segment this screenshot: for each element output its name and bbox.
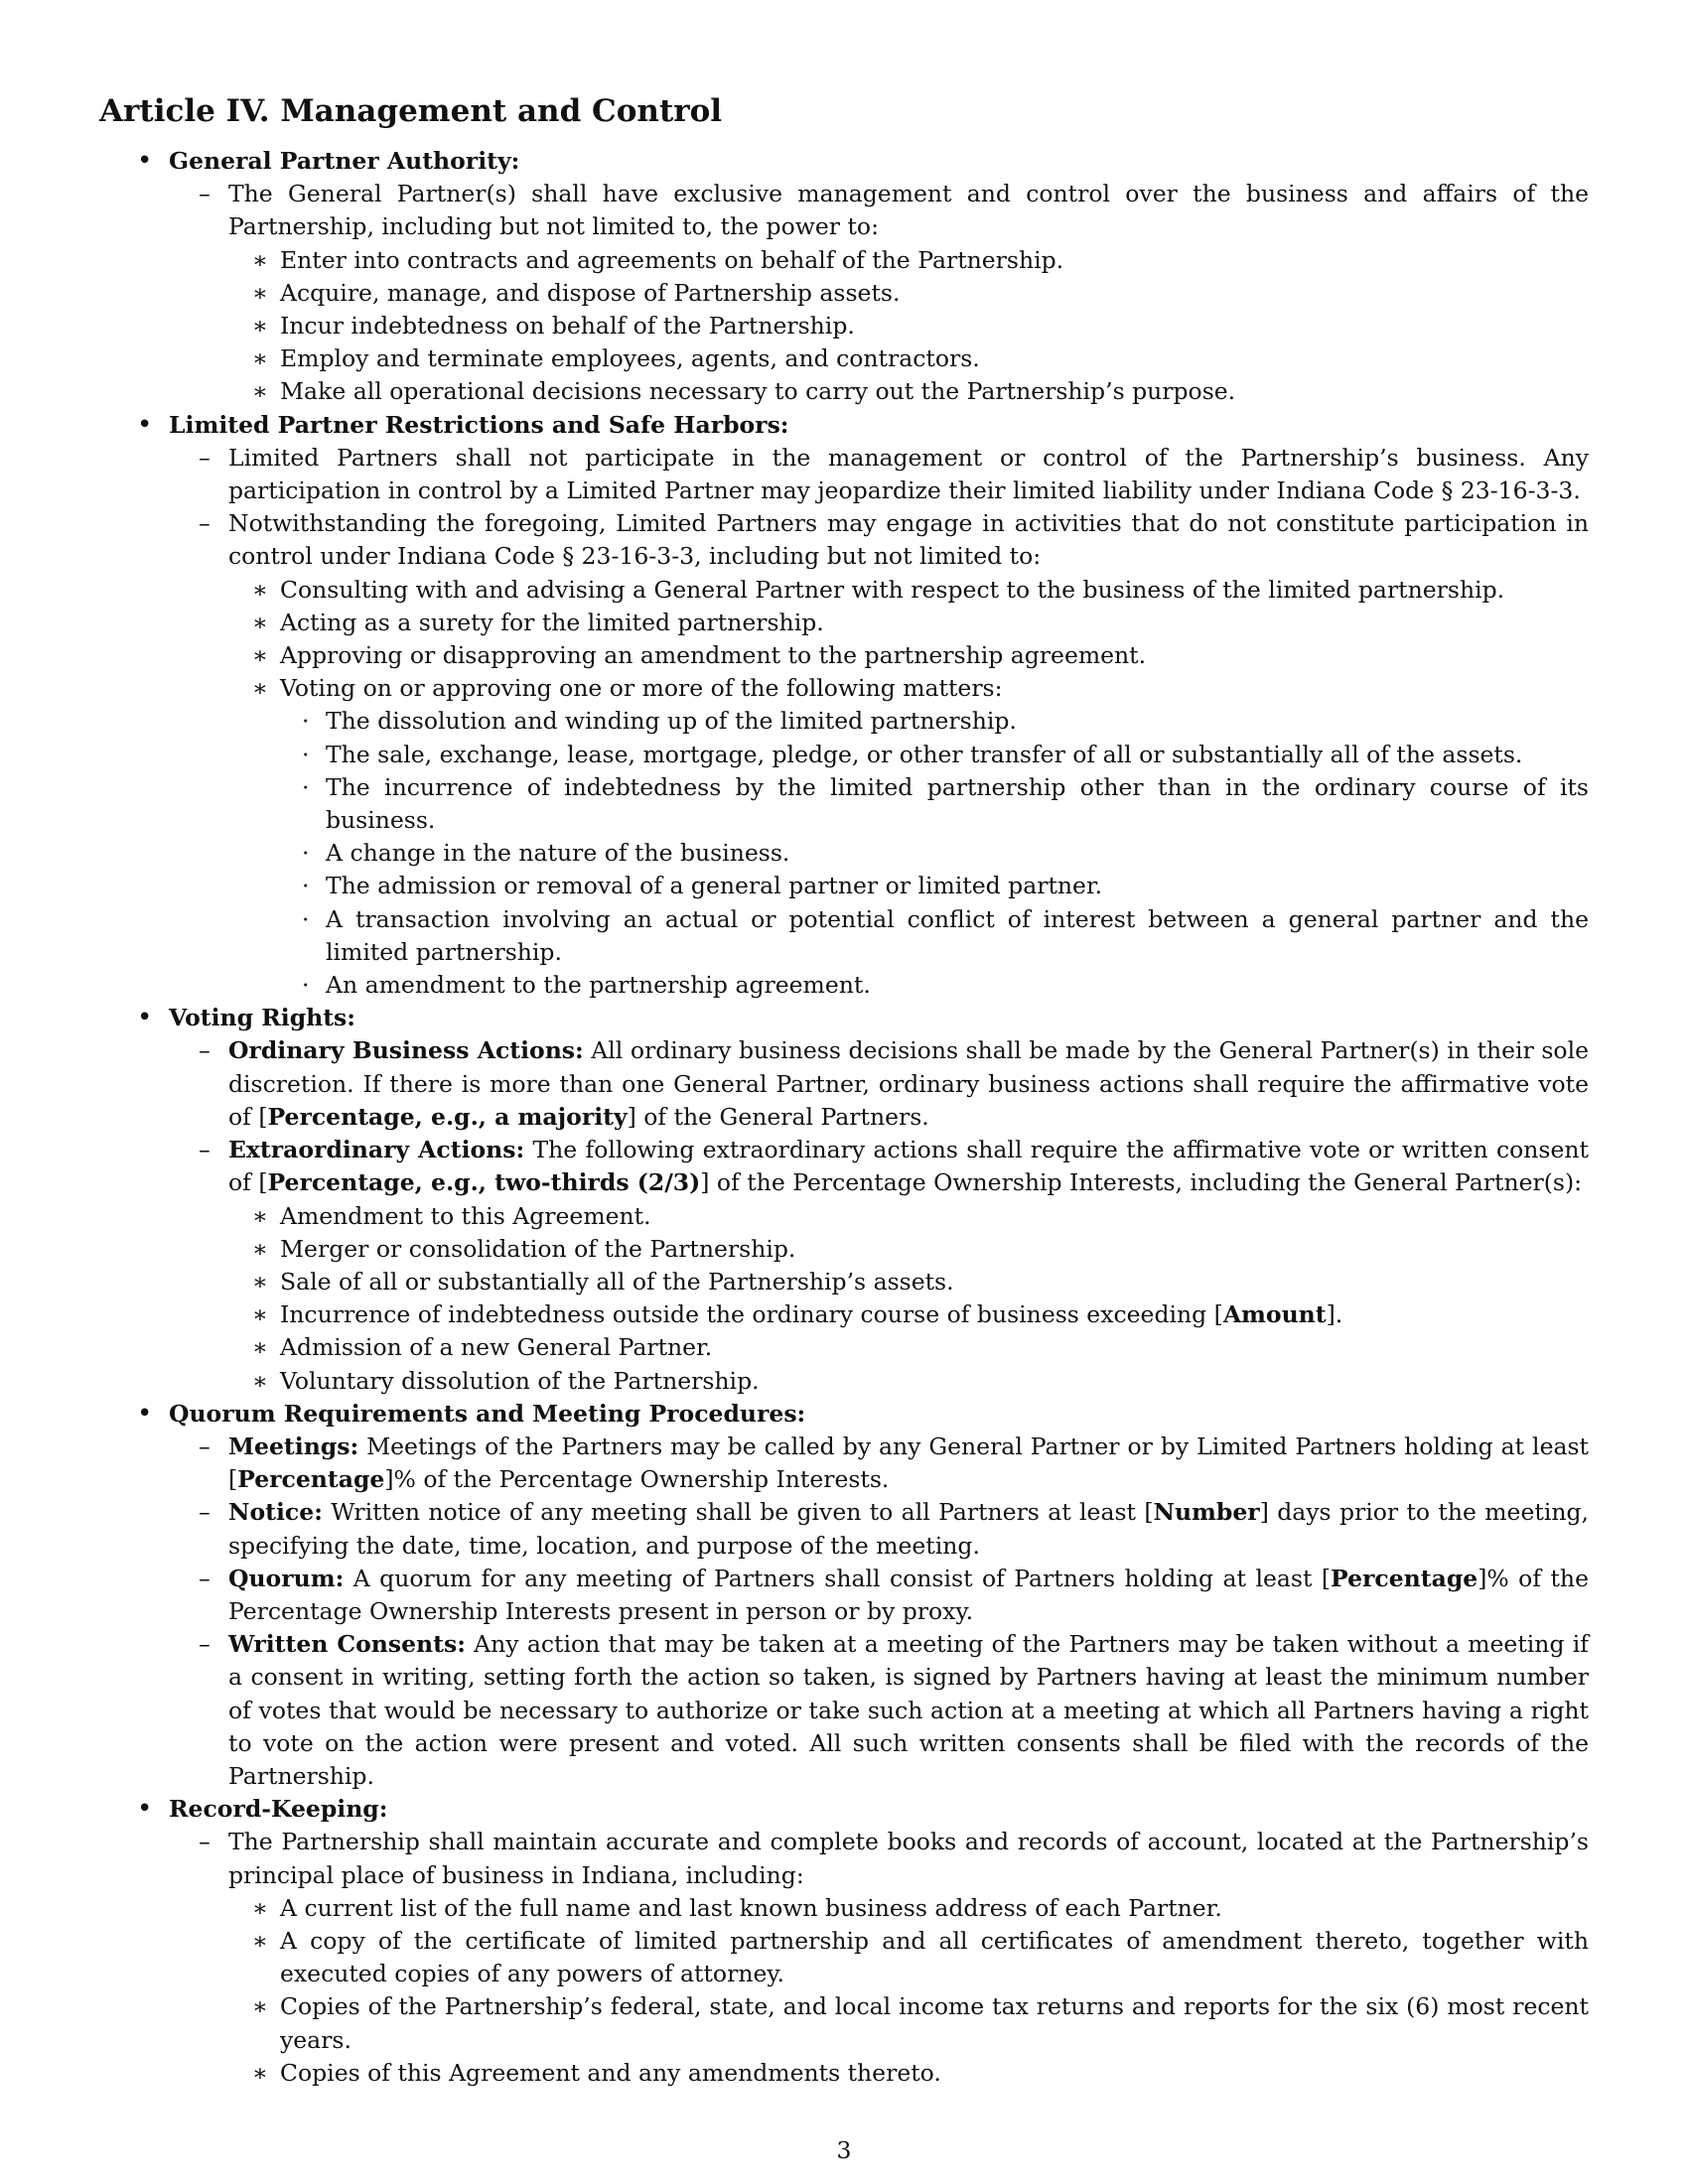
- list-item: – Limited Partners shall not participate in the management or control of the Partnership’s business. Any participation in control by a Limited Partner may jeopardize their limited liability under Indiana Code § 23-16-3-3.: [199, 443, 1589, 505]
- list-item: ∗ Enter into contracts and agreements on behalf of the Partnership.: [280, 244, 1589, 277]
- list-item: ∗ Acquire, manage, and dispose of Partnership assets.: [280, 277, 1589, 310]
- dot-icon: ·: [302, 904, 310, 933]
- list-item: · The sale, exchange, lease, mortgage, pledge, or other transfer of all or substantially all of the assets.: [326, 739, 1589, 771]
- list-item: – Meetings: Meetings of the Partners may be called by any General Partner or by Limited Partners holding at least [Percentage]% of the Percentage Ownership Interests.: [199, 1432, 1589, 1494]
- section-title: Record-Keeping:: [169, 1795, 388, 1824]
- list-item: · The dissolution and winding up of the limited partnership.: [326, 705, 1589, 738]
- list-item: – Notice: Written notice of any meeting shall be given to all Partners at least [Number] days prior to the meeting, specifying the date, time, location, and purpose of the meeting.: [199, 1498, 1589, 1560]
- dash-icon: –: [199, 180, 211, 208]
- list-item: ∗ Sale of all or substantially all of the Partnership’s assets.: [280, 1266, 1589, 1298]
- asterisk-icon: ∗: [252, 1267, 268, 1296]
- list-item: ∗ Admission of a new General Partner.: [280, 1331, 1589, 1364]
- list-item: · The incurrence of indebtedness by the limited partnership other than in the ordinary course of its business.: [302, 772, 1589, 835]
- section-quorum-requirements: [137, 1398, 1589, 1431]
- list-item: ∗ A copy of the certificate of limited partnership and all certificates of amendment thereto, together with executed copies of any powers of attorney.: [252, 1926, 1589, 1988]
- list-item: ∗ Voting on or approving one or more of the following matters:: [280, 672, 1589, 705]
- list-item: – The General Partner(s) shall have exclusive management and control over the business and affairs of the Partnership, including but not limited to, the power to:: [199, 180, 1589, 241]
- section-record-keeping: [137, 1793, 1589, 1826]
- asterisk-icon: ∗: [252, 641, 268, 670]
- list-item: ∗ Incur indebtedness on behalf of the Partnership.: [280, 310, 1589, 342]
- bullet-icon: •: [137, 146, 153, 176]
- asterisk-icon: ∗: [252, 1992, 268, 2021]
- asterisk-icon: ∗: [252, 1926, 268, 1955]
- list-item: ∗ A current list of the full name and last known business address of each Partner.: [280, 1892, 1589, 1925]
- list-item: · A change in the nature of the business.: [326, 837, 1589, 870]
- document-page: [99, 91, 1589, 2090]
- section-title: Limited Partner Restrictions and Safe Harbors:: [169, 410, 789, 439]
- asterisk-icon: ∗: [252, 1234, 268, 1263]
- asterisk-icon: ∗: [252, 278, 268, 307]
- asterisk-icon: ∗: [252, 2058, 268, 2087]
- list-item: – Quorum: A quorum for any meeting of Partners shall consist of Partners holding at least [Percentage]% of the Percentage Ownership Interests present in person or by proxy.: [199, 1564, 1589, 1625]
- asterisk-icon: ∗: [252, 575, 268, 604]
- asterisk-icon: ∗: [252, 312, 268, 341]
- asterisk-icon: ∗: [252, 344, 268, 373]
- list-item: ∗ Consulting with and advising a General Partner with respect to the business of the limited partnership.: [280, 574, 1589, 607]
- list-item: · The admission or removal of a general partner or limited partner.: [326, 870, 1589, 902]
- list-item: ∗ Acting as a surety for the limited partnership.: [280, 607, 1589, 639]
- asterisk-icon: ∗: [252, 377, 268, 406]
- dot-icon: ·: [302, 740, 310, 768]
- bullet-icon: •: [137, 409, 153, 440]
- list-item: – The Partnership shall maintain accurate and complete books and records of account, located at the Partnership’s principal place of business in Indiana, including:: [199, 1828, 1589, 1889]
- dash-icon: –: [199, 443, 211, 472]
- list-item: ∗ Approving or disapproving an amendment to the partnership agreement.: [280, 639, 1589, 672]
- list-item: ∗ Employ and terminate employees, agents, and contractors.: [280, 342, 1589, 375]
- list-item: ∗ Copies of this Agreement and any amendments thereto.: [280, 2057, 1589, 2090]
- list-item: ∗ Voluntary dissolution of the Partnership.: [280, 1365, 1589, 1398]
- list-item: ∗ Amendment to this Agreement.: [280, 1200, 1589, 1233]
- dash-icon: –: [199, 1432, 211, 1460]
- section-general-partner-authority: [137, 145, 1589, 178]
- bullet-icon: •: [137, 1794, 153, 1825]
- asterisk-icon: ∗: [252, 1333, 268, 1362]
- section-title: Quorum Requirements and Meeting Procedures:: [169, 1399, 806, 1428]
- list-item: · A transaction involving an actual or potential conflict of interest between a general partner and the limited partnership.: [302, 904, 1589, 966]
- list-item: – Written Consents: Any action that may be taken at a meeting of the Partners may be taken without a meeting if a consent in writing, setting forth the action so taken, is signed by Partners having at least the minimum number of votes that would be necessary to authorize or take such action at a meeting at which all Partners having a right to vote on the action were present and voted. All such written consents shall be filed with the records of the Partnership.: [199, 1630, 1589, 1790]
- dash-icon: –: [199, 1630, 211, 1659]
- dot-icon: ·: [302, 872, 310, 900]
- list-item: ∗ Merger or consolidation of the Partnership.: [280, 1233, 1589, 1266]
- section-limited-partner-restrictions: [137, 409, 1589, 442]
- asterisk-icon: ∗: [252, 608, 268, 636]
- dot-icon: ·: [302, 772, 310, 801]
- list-item: – Extraordinary Actions: The following extraordinary actions shall require the affirmative vote or written consent of [Percentage, e.g., two-thirds (2/3)] of the Percentage Ownership Interests, including the General Partner(s):: [199, 1136, 1589, 1197]
- dot-icon: ·: [302, 707, 310, 736]
- list-item: ∗ Incurrence of indebtedness outside the ordinary course of business exceeding [Amount].: [280, 1298, 1589, 1331]
- asterisk-icon: ∗: [252, 674, 268, 703]
- asterisk-icon: ∗: [252, 245, 268, 274]
- dash-icon: –: [199, 1136, 211, 1164]
- list-item: – Notwithstanding the foregoing, Limited Partners may engage in activities that do not constitute participation in control under Indiana Code § 23-16-3-3, including but not limited to:: [199, 509, 1589, 571]
- asterisk-icon: ∗: [252, 1300, 268, 1329]
- bullet-icon: •: [137, 1003, 153, 1033]
- page-number: 3: [836, 2136, 852, 2164]
- dash-icon: –: [199, 509, 211, 538]
- bullet-icon: •: [137, 1398, 153, 1429]
- list-item: ∗ Make all operational decisions necessary to carry out the Partnership’s purpose.: [280, 375, 1589, 408]
- article-heading: Article IV. Management and Control: [99, 93, 723, 129]
- asterisk-icon: ∗: [252, 1366, 268, 1395]
- asterisk-icon: ∗: [252, 1201, 268, 1230]
- dash-icon: –: [199, 1564, 211, 1592]
- dot-icon: ·: [302, 971, 310, 1000]
- asterisk-icon: ∗: [252, 1893, 268, 1922]
- dash-icon: –: [199, 1036, 211, 1065]
- section-voting-rights: [137, 1002, 1589, 1034]
- dot-icon: ·: [302, 839, 310, 868]
- list-item: – Ordinary Business Actions: All ordinary business decisions shall be made by the General Partner(s) in their sole discretion. If there is more than one General Partner, ordinary business actions shall require the affirmative vote of [Percentage, e.g., a majority] of the General Partners.: [199, 1036, 1589, 1131]
- dash-icon: –: [199, 1828, 211, 1856]
- list-item: ∗ Copies of the Partnership’s federal, state, and local income tax returns and reports for the six (6) most recent years.: [252, 1992, 1589, 2054]
- section-title: Voting Rights:: [169, 1004, 355, 1032]
- dash-icon: –: [199, 1498, 211, 1527]
- section-title: General Partner Authority:: [169, 147, 520, 175]
- list-item: · An amendment to the partnership agreement.: [326, 969, 1589, 1002]
